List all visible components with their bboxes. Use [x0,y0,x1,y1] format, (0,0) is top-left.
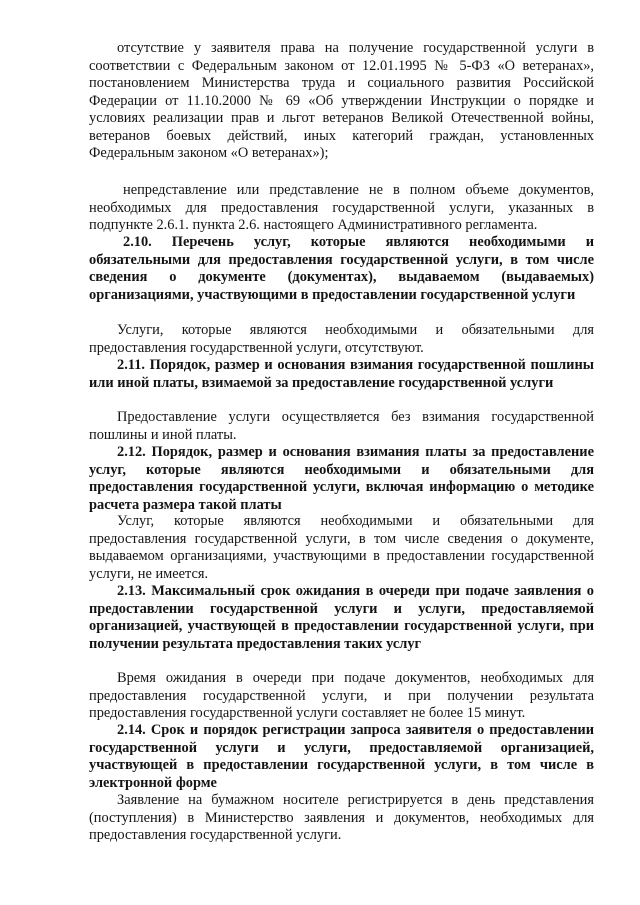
heading-2-11: 2.11. Порядок, размер и основания взимания государственной пошлины или иной платы, взимаемой за предоставление государственной услуги [89,357,594,391]
paragraph-2-12-body: Услуг, которые являются необходимыми и обязательными для предоставления государственной услуги, в том числе сведения о документе, выдаваемом организациями, участвующими в предоставлении государственной услуги, не имеется. [89,513,594,582]
paragraph-2-11-body: Предоставление услуги осуществляется без взимания государственной пошлины и иной платы. [89,409,594,443]
heading-2-14: 2.14. Срок и порядок регистрации запроса заявителя о предоставлении государственной услуги и услуги, предоставляемой организацией, участвующей в предоставлении государственной услуги, в том числе в электронной форме [89,722,594,791]
paragraph-veterans-law: отсутствие у заявителя права на получение государственной услуги в соответствии с Федеральным законом от 12.01.1995 № 5-ФЗ «О ветеранах», постановлением Министерства труда и социального развития Российской Федерации от 11.10.2000 № 69 «Об утверждении Инструкции о порядке и условиях реализации прав и льгот ветеранов Великой Отечественной войны, ветеранов боевых действий, иных категорий граждан, установленных Федеральным законом «О ветеранах»); [89,40,594,161]
paragraph-2-14-body: Заявление на бумажном носителе регистрируется в день представления (поступления) в Министерство заявления и документов, необходимых для предоставления государственной услуги. [89,792,594,843]
heading-2-12: 2.12. Порядок, размер и основания взимания платы за предоставление услуг, которые являются необходимыми и обязательными для предоставления государственной услуги, включая информацию о методике расчета размера такой платы [89,444,594,513]
paragraph-2-13-body: Время ожидания в очереди при подаче документов, необходимых для предоставления государственной услуги, и при получении результата предоставления государственной услуги составляет не более 15 минут. [89,670,594,721]
paragraph-incomplete-documents: непредставление или представление не в полном объеме документов, необходимых для предоставления государственной услуги, указанных в подпункте 2.6.1. пункта 2.6. настоящего Административного регламента. [89,182,594,233]
paragraph-2-10-body: Услуги, которые являются необходимыми и обязательными для предоставления государственной услуги, отсутствуют. [89,322,594,356]
heading-2-13: 2.13. Максимальный срок ожидания в очереди при подаче заявления о предоставлении государственной услуги и услуги, предоставляемой организацией, участвующей в предоставлении государственной услуги, при получении результата предоставления таких услуг [89,583,594,652]
heading-2-10: 2.10. Перечень услуг, которые являются необходимыми и обязательными для предоставления государственной услуги, в том числе сведения о документе (документах), выдаваемом (выдаваемых) организациями, участвующими в предоставлении государственной услуги [89,234,594,303]
